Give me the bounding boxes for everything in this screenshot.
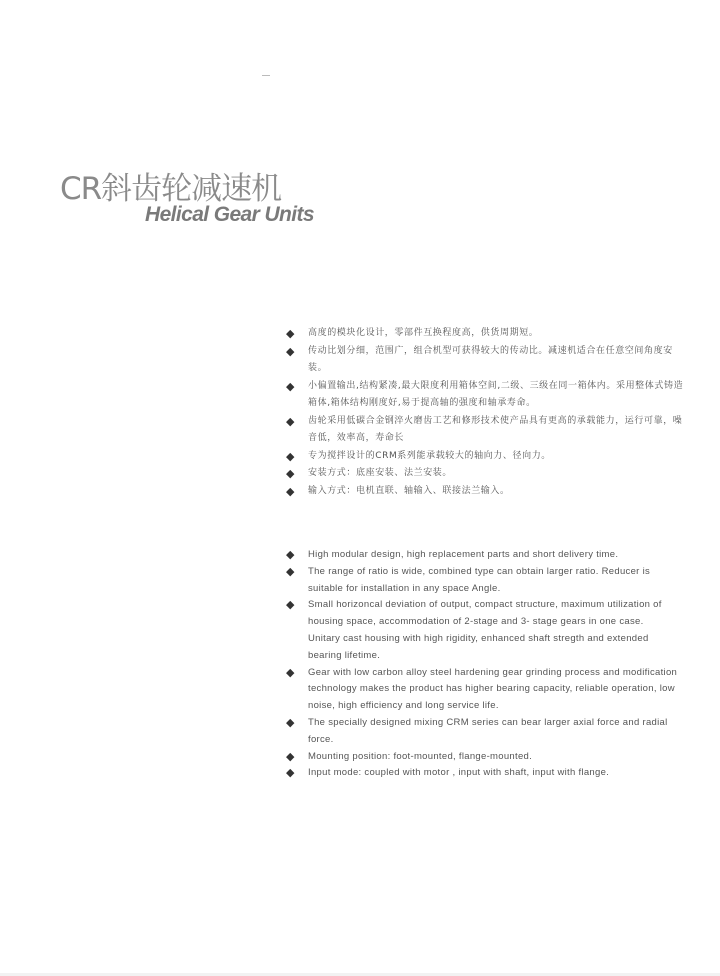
diamond-bullet-icon: ◆ bbox=[286, 767, 295, 780]
feature-item-en bbox=[286, 547, 681, 564]
feature-item-en bbox=[286, 597, 681, 664]
diamond-bullet-icon: ◆ bbox=[286, 414, 296, 428]
feature-item-cn bbox=[286, 465, 686, 483]
feature-text: 小偏置输出,结构紧凑,最大限度利用箱体空间,二级、三级在同一箱体内。采用整体式铸造箱体,箱体结构刚度好,易于提高轴的强度和轴承寿命。 bbox=[308, 380, 684, 408]
diamond-bullet-icon: ◆ bbox=[286, 750, 295, 763]
feature-text: Unitary cast housing with high rigidity, enhanced shaft stregth and extended bearing lifetime. bbox=[308, 632, 649, 661]
feature-text: 高度的模块化设计，零部件互换程度高，供货周期短。 bbox=[308, 328, 539, 338]
feature-item-cn bbox=[286, 413, 686, 448]
feature-item-en bbox=[286, 715, 681, 749]
feature-item-en bbox=[286, 765, 681, 782]
feature-text: The specially designed mixing CRM series can bear larger axial force and radial force. bbox=[308, 716, 668, 745]
feature-text: 齿轮采用低碳合金钢淬火磨齿工艺和修形技术使产品具有更高的承载能力，运行可靠，噪音低，效率高，寿命长 bbox=[308, 415, 683, 443]
feature-item-en bbox=[286, 564, 681, 598]
feature-text: Input mode: coupled with motor , input with shaft, input with flange. bbox=[308, 767, 610, 779]
diamond-bullet-icon: ◆ bbox=[286, 484, 296, 498]
feature-item-cn bbox=[286, 325, 686, 343]
diamond-bullet-icon: ◆ bbox=[286, 344, 296, 358]
feature-text: 安装方式：底座安装、法兰安装。 bbox=[308, 468, 453, 478]
feature-text: High modular design, high replacement parts and short delivery time. bbox=[308, 549, 619, 560]
diamond-bullet-icon: ◆ bbox=[286, 565, 295, 578]
feature-text: The range of ratio is wide, combined type can obtain larger ratio. Reducer is suitable for installation in any space Angle. bbox=[308, 565, 651, 594]
feature-item-cn bbox=[286, 483, 686, 501]
feature-item-en bbox=[286, 749, 681, 766]
diamond-bullet-icon: ◆ bbox=[286, 549, 295, 561]
feature-text: 传动比划分细，范围广，组合机型可获得较大的传动比。减速机适合在任意空间角度安装。 bbox=[308, 345, 673, 373]
diamond-bullet-icon: ◆ bbox=[286, 716, 295, 729]
diamond-bullet-icon: ◆ bbox=[286, 599, 295, 612]
margin-tick-mark bbox=[262, 75, 270, 76]
feature-item-en bbox=[286, 665, 681, 715]
page-title-english: Helical Gear Units bbox=[145, 203, 314, 226]
feature-text: Mounting position: foot-mounted, flange-mounted. bbox=[308, 750, 533, 762]
feature-list-english bbox=[286, 547, 681, 782]
feature-text: Gear with low carbon alloy steel hardening gear grinding process and modification technology makes the product has higher bearing capacity, reliable operation, low noise, high efficiency and long service life. bbox=[308, 666, 678, 712]
feature-text: 专为搅拌设计的CRM系列能承载较大的轴向力、径向力。 bbox=[308, 450, 551, 461]
diamond-bullet-icon: ◆ bbox=[286, 666, 295, 679]
feature-text: Small horizoncal deviation of output, compact structure, maximum utilization of housing space, accommodation of 2-stage and 3- stage gears in one case. bbox=[308, 599, 662, 628]
feature-item-cn bbox=[286, 448, 686, 466]
diamond-bullet-icon: ◆ bbox=[286, 327, 296, 340]
diamond-bullet-icon: ◆ bbox=[286, 449, 296, 463]
feature-item-cn bbox=[286, 378, 686, 413]
feature-item-cn bbox=[286, 343, 686, 378]
page-title-chinese: CR斜齿轮减速机 bbox=[60, 171, 282, 207]
feature-list-chinese bbox=[286, 325, 686, 500]
diamond-bullet-icon: ◆ bbox=[286, 467, 296, 480]
diamond-bullet-icon: ◆ bbox=[286, 379, 296, 393]
feature-text: 输入方式：电机直联、轴输入、联接法兰输入。 bbox=[308, 485, 510, 496]
